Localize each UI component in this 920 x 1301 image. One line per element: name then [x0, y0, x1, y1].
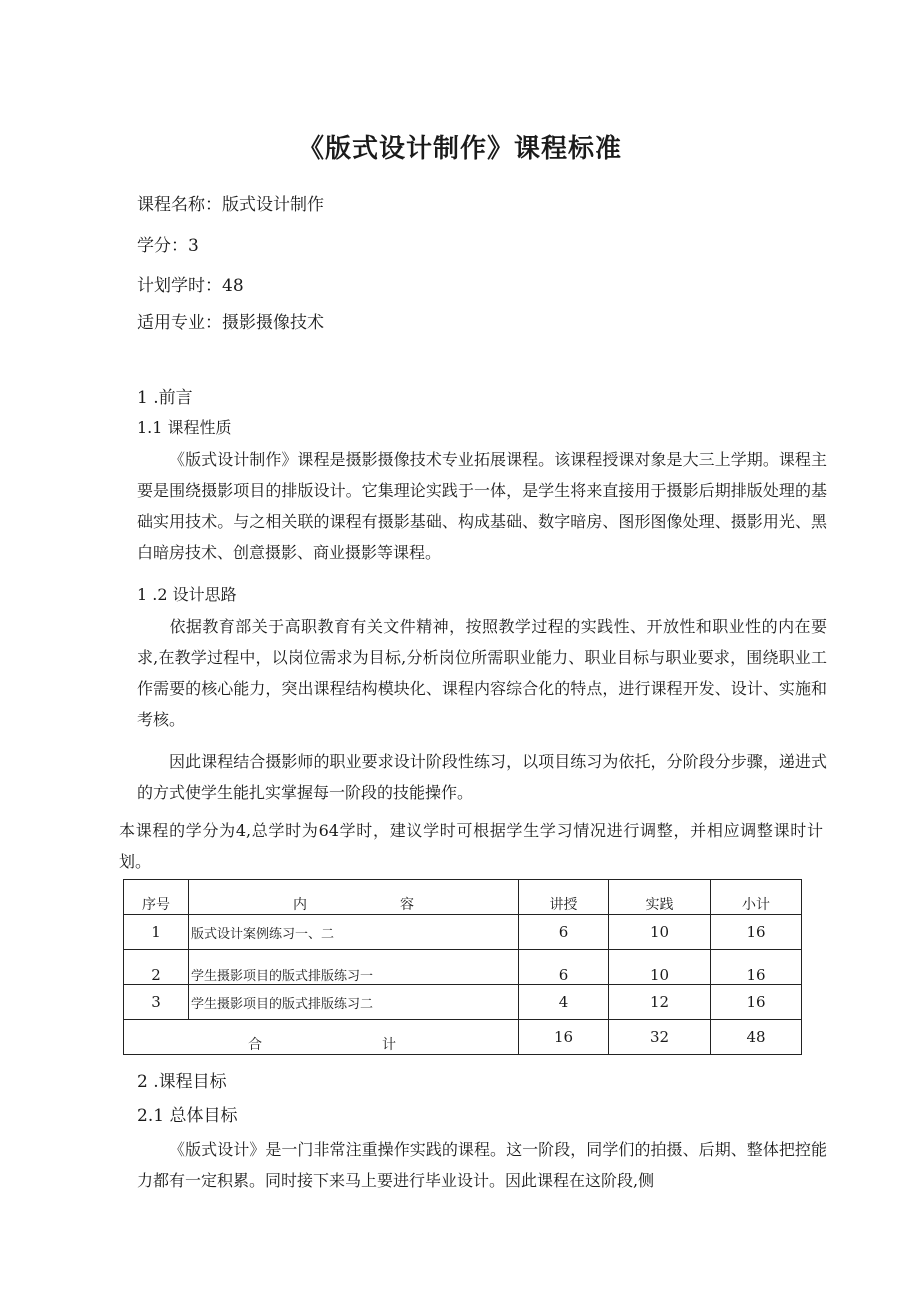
row-seq: 1: [124, 915, 189, 950]
row-subtotal: 16: [711, 950, 802, 985]
table-row: [124, 950, 802, 985]
hours-allocation-table: [123, 879, 802, 1055]
table-header-row: [124, 880, 802, 915]
header-content-b: 容: [400, 897, 414, 913]
design-idea-text-1: 依据教育部关于高职教育有关文件精神，按照教学过程的实践性、开放性和职业性的内在要求,在教学过程中，以岗位需求为目标,分析岗位所需职业能力、职业目标与职业要求，围绕职业工作需要的核心能力，突出课程结构模块化、课程内容综合化的特点，进行课程开发、设计、实施和考核。: [137, 617, 827, 729]
total-label-b: 计: [382, 1037, 396, 1053]
total-practice: 32: [609, 1020, 711, 1055]
total-subtotal: 48: [711, 1020, 802, 1055]
course-name-line: 课程名称：版式设计制作: [137, 195, 324, 215]
total-label-a: 合: [248, 1037, 262, 1053]
table-row: [124, 985, 802, 1020]
section-1-heading: 1 .前言: [137, 388, 193, 408]
row-subtotal: 16: [711, 985, 802, 1020]
total-label: [124, 1020, 519, 1055]
header-lecture: 讲授: [519, 880, 609, 915]
row-content: 学生摄影项目的版式排版练习二: [189, 985, 519, 1020]
table-total-row: [124, 1020, 802, 1055]
overall-goal-paragraph: [137, 1134, 827, 1196]
total-lecture: 16: [519, 1020, 609, 1055]
row-content: 学生摄影项目的版式排版练习一: [189, 950, 519, 985]
row-content: 版式设计案例练习一、二: [189, 915, 519, 950]
design-idea-paragraph-1: [137, 611, 827, 735]
header-practice: 实践: [609, 880, 711, 915]
table-row: [124, 915, 802, 950]
row-lecture: 6: [519, 915, 609, 950]
document-title: 《版式设计制作》课程标准: [297, 134, 622, 164]
row-seq: 3: [124, 985, 189, 1020]
section-1-1-heading: 1.1 课程性质: [137, 418, 232, 437]
applicable-major-line: 适用专业：摄影摄像技术: [137, 313, 324, 333]
design-idea-paragraph-2: [137, 746, 827, 808]
credit-hours-text: 本课程的学分为4,总学时为64学时，建议学时可根据学生学习情况进行调整，并相应调整课时计划。: [119, 821, 823, 871]
header-seq: 序号: [124, 880, 189, 915]
course-nature-paragraph: [137, 444, 827, 568]
section-2-heading: 2 .课程目标: [137, 1072, 227, 1092]
planned-hours-line: 计划学时：48: [137, 276, 244, 296]
row-seq: 2: [124, 950, 189, 985]
row-lecture: 4: [519, 985, 609, 1020]
header-content-a: 内: [293, 897, 307, 913]
design-idea-text-2: 因此课程结合摄影师的职业要求设计阶段性练习，以项目练习为依托，分阶段分步骤，递进式的方式使学生能扎实掌握每一阶段的技能操作。: [137, 752, 827, 802]
credit-hours-paragraph: [119, 815, 823, 877]
course-nature-text: 《版式设计制作》课程是摄影摄像技术专业拓展课程。该课程授课对象是大三上学期。课程主要是围绕摄影项目的排版设计。它集理论实践于一体，是学生将来直接用于摄影后期排版处理的基础实用技术。与之相关联的课程有摄影基础、构成基础、数字暗房、图形图像处理、摄影用光、黑白暗房技术、创意摄影、商业摄影等课程。: [137, 450, 827, 562]
credits-line: 学分：3: [137, 236, 199, 256]
row-practice: 10: [609, 915, 711, 950]
row-subtotal: 16: [711, 915, 802, 950]
row-lecture: 6: [519, 950, 609, 985]
header-content: [189, 880, 519, 915]
section-2-1-heading: 2.1 总体目标: [137, 1106, 238, 1126]
row-practice: 12: [609, 985, 711, 1020]
section-1-2-heading: 1 .2 设计思路: [137, 585, 237, 604]
row-practice: 10: [609, 950, 711, 985]
header-subtotal: 小计: [711, 880, 802, 915]
overall-goal-text: 《版式设计》是一门非常注重操作实践的课程。这一阶段，同学们的拍摄、后期、整体把控能力都有一定积累。同时接下来马上要进行毕业设计。因此课程在这阶段,侧: [137, 1140, 827, 1190]
